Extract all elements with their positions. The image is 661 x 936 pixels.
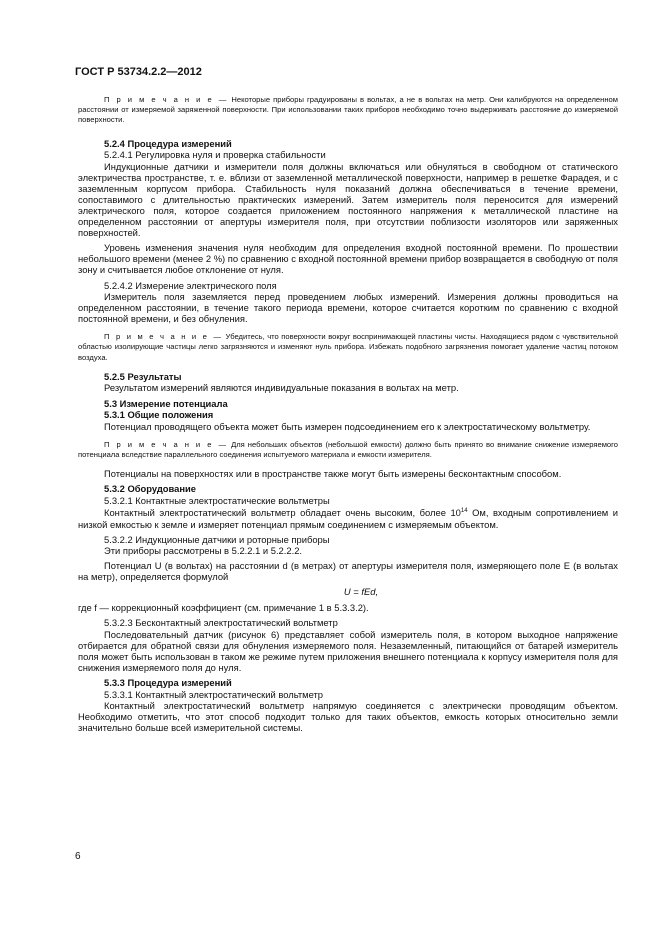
content-column [78, 95, 618, 737]
paragraph: Эти приборы рассмотрены в 5.2.2.1 и 5.2.2.2. [104, 545, 303, 557]
section-5-2-4-title: 5.2.4 Процедура измерений [104, 137, 232, 149]
note-3: П р и м е ч а н и е — Для небольших объектов (небольшой емкости) должно быть принято во внимание снижение измеряемого потенциала вследствие параллельного соединения испытуемого материала и емкости измерителя. [78, 439, 618, 460]
section-5-3-1-title: 5.3.1 Общие положения [104, 409, 214, 421]
paragraph: Потенциалы на поверхностях или в пространстве также могут быть измерены бесконтактным способом. [104, 468, 562, 480]
section-5-3-2-3-title: 5.3.2.3 Бесконтактный электростатический вольтметр [104, 617, 338, 629]
section-5-2-4-2-title: 5.2.4.2 Измерение электрического поля [104, 279, 277, 291]
page-number: 6 [75, 851, 81, 862]
section-5-3-title: 5.3 Измерение потенциала [104, 397, 228, 409]
paragraph: Потенциал U (в вольтах) на расстоянии d (в метрах) от апертуры измерителя поля, измеряющего поле E (в вольтах на метр), определяется формулой [78, 560, 618, 583]
section-5-3-3-title: 5.3.3 Процедура измерений [104, 677, 232, 689]
formula: U = fEd, [343, 586, 379, 598]
section-5-3-3-1-title: 5.3.3.1 Контактный электростатический вольтметр [104, 688, 324, 700]
paragraph: Последовательный датчик (рисунок 6) представляет собой измеритель поля, в котором выходное напряжение отбирается для обратной связи для обнуления измеряемого поля. Незаземленный, питающийся от батарей измеритель поля может быть использован в таком же режиме путем приложения внешнего потенциала к корпусу измерителя поля для снижения измеряемого поля до нуля. [78, 628, 618, 674]
note-2: П р и м е ч а н и е — Убедитесь, что поверхности вокруг воспринимающей пластины чисты. Находящиеся рядом с чувствительной областью изолирующие частицы легко загрязняются и изменяют нуль прибора. Избежать подобного загрязнения помогает удаление частиц потоком воздуха. [78, 332, 618, 362]
note-label: П р и м е ч а н и е — [104, 95, 229, 104]
note-label: П р и м е ч а н и е — [104, 439, 229, 449]
paragraph: где f — коррекционный коэффициент (см. примечание 1 в 5.3.3.2). [78, 602, 369, 614]
document-header: ГОСТ Р 53734.2.2—2012 [75, 66, 202, 78]
section-5-3-2-2-title: 5.3.2.2 Индукционные датчики и роторные приборы [104, 533, 330, 545]
paragraph: Контактный электростатический вольтметр обладает очень высоким, более $10^{14}$ Ом, входным сопротивлением и низкой емкостью к земле и измеряет потенциал прямым соединением с измеряемым объектом. [78, 507, 618, 530]
exponent: 14 [460, 508, 468, 515]
section-5-3-2-1-title: 5.3.2.1 Контактные электростатические вольтметры [104, 494, 330, 506]
note-label: П р и м е ч а н и е — [104, 332, 224, 342]
paragraph: Результатом измерений являются индивидуальные показания в вольтах на метр. [104, 382, 459, 394]
paragraph: Индукционные датчики и измерители поля должны включаться или обнуляться в свободном от статического электричества пространстве, т. е. вблизи от заземленной металлической поверхности, например в решетке Фарадея, и с заземленным корпусом прибора. Стабильность нуля показаний должна обеспечиваться в течение времени, сопоставимого с длительностью практических измерений. Затем измеритель поля переносится для измерений электрического поля, которое создается приложением постоянного напряжения к металлической пластине на определенном расстоянии от апертуры измерителя поля, при отсутствии поблизости изоляторов или заряженных поверхностей. [78, 160, 618, 239]
section-5-2-4-1-title: 5.2.4.1 Регулировка нуля и проверка стабильности [104, 149, 326, 161]
section-5-2-5-title: 5.2.5 Результаты [104, 370, 182, 382]
paragraph: Потенциал проводящего объекта может быть измерен подсоединением его к электростатическому вольтметру. [104, 420, 591, 432]
paragraph: Контактный электростатический вольтметр напрямую соединяется с электрически проводящим объектом. Необходимо отметить, что этот способ подходит только для таких объектов, емкость которых относительно земли значительно больше всей измерительной системы. [78, 700, 618, 734]
paragraph: Уровень изменения значения нуля необходим для определения входной постоянной времени. По прошествии небольшого времени (менее 2 %) по сравнению с входной постоянной времени прибор возвращается в свободную от поля зону и считывается любое отклонение от нуля. [78, 242, 618, 276]
paragraph: Измеритель поля заземляется перед проведением любых измерений. Измерения должны проводиться на определенном расстоянии, в течение такого периода времени, которое считается коротким по сравнению с входной постоянной времени, и без обнуления. [78, 290, 618, 325]
note-1: П р и м е ч а н и е — Некоторые приборы градуированы в вольтах, а не в вольтах на метр. Они калибруются на определенном расстоянии от измеряемой заряженной поверхности. При использовании таких приборов необходимо точно выдерживать расстояние до измеряемой поверхности. [78, 95, 618, 125]
section-5-3-2-title: 5.3.2 Оборудование [104, 483, 197, 495]
